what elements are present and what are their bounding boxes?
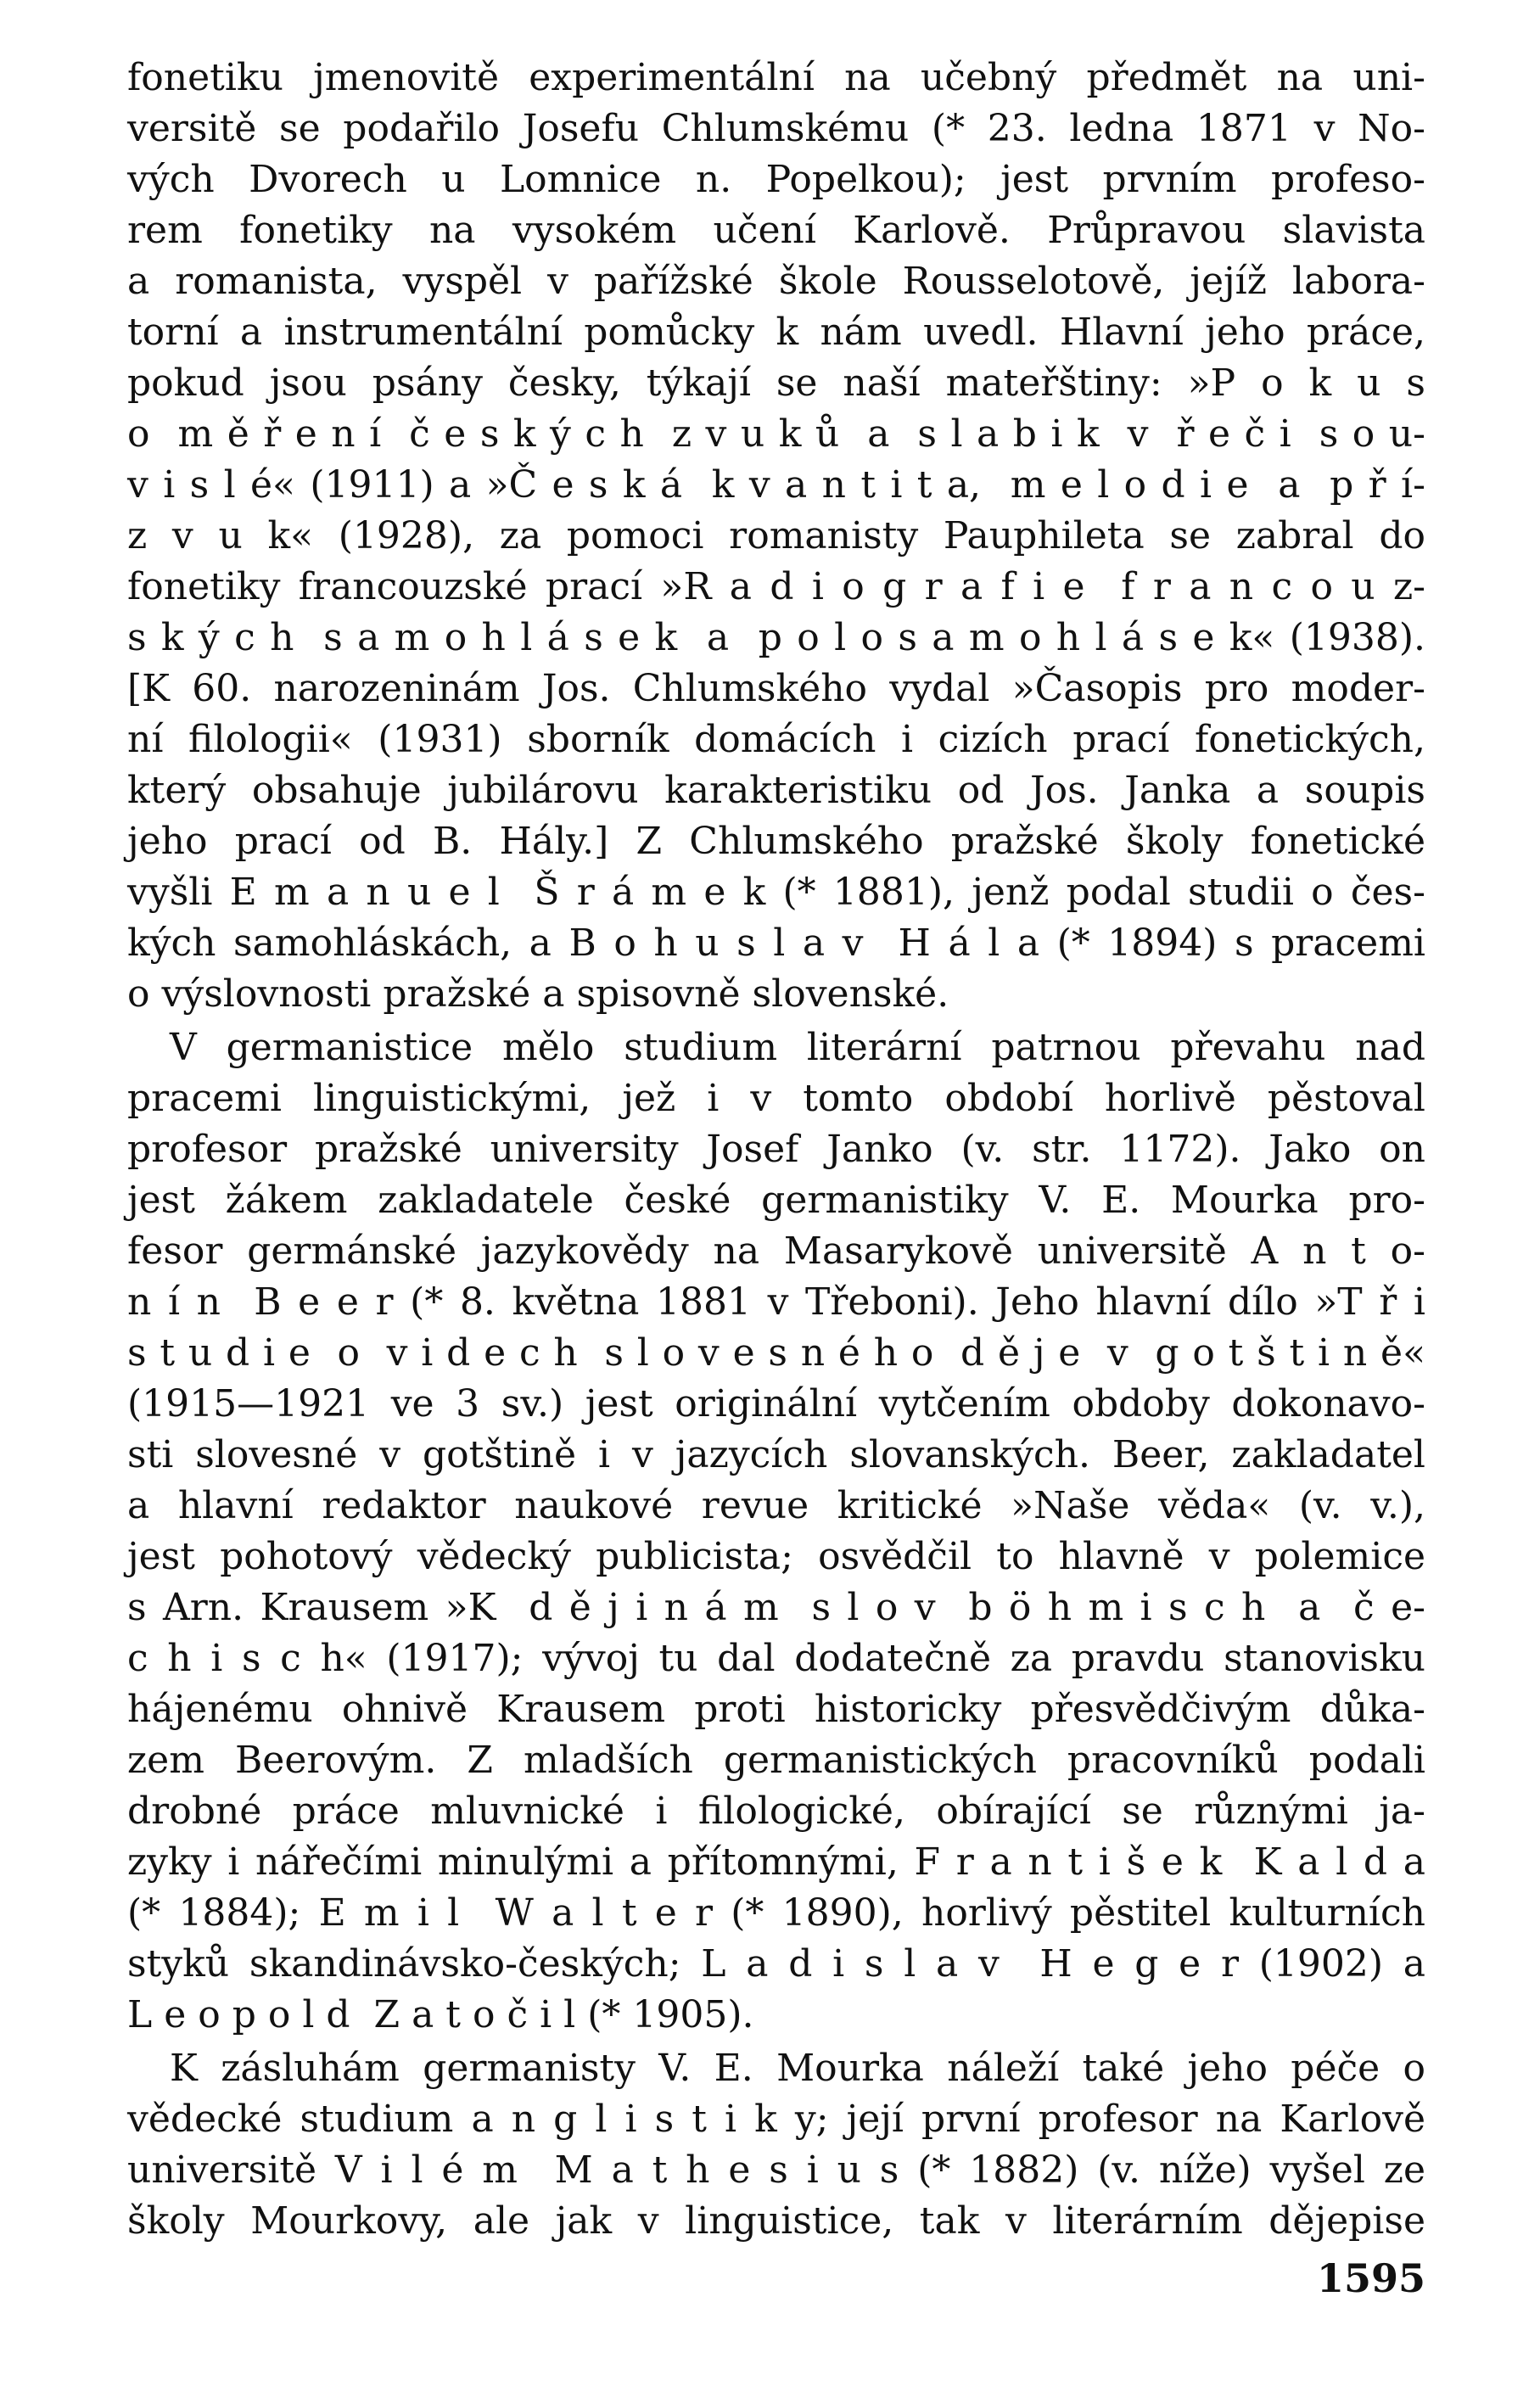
text-line: styků skandinávsko-českých; L a d i s l a v H e g e r (1902) a [127, 1942, 1425, 1986]
text-line: zem Beerovým. Z mladších germanistických pracovníků podali [127, 1739, 1425, 1782]
text-line: školy Mourkovy, ale jak v linguistice, tak v literárním dějepise [127, 2199, 1425, 2243]
text-line: o výslovnosti pražské a spisovně slovenské. [127, 972, 949, 1016]
text-line: (* 1884); E m i l W a l t e r (* 1890), horlivý pěstitel kulturních [127, 1891, 1425, 1935]
text-line: drobné práce mluvnické i filologické, obírající se různými ja- [127, 1790, 1425, 1833]
text-line: pokud jsou psány česky, týkají se naší mateřštiny: »P o k u s [127, 361, 1425, 405]
text-line: universitě V i l é m M a t h e s i u s (* 1882) (v. níže) vyšel ze [127, 2148, 1425, 2192]
text-line: který obsahuje jubilárovu karakteristiku od Jos. Janka a soupis [127, 769, 1425, 812]
text-line: fonetiky francouzské prací »R a d i o g r a f i e f r a n c o u z- [127, 565, 1425, 608]
text-line: hájenému ohnivě Krausem proti historicky přesvědčivým důka- [127, 1688, 1425, 1731]
text-line: n í n B e e r (* 8. května 1881 v Třeboni). Jeho hlavní dílo »T ř i [127, 1280, 1425, 1324]
text-line: a romanista, vyspěl v pařížské škole Rousselotově, jejíž labora- [127, 260, 1425, 303]
text-line: pracemi linguistickými, jež i v tomto období horlivě pěstoval [127, 1077, 1425, 1120]
text-line: vých Dvorech u Lomnice n. Popelkou); jest prvním profeso- [127, 158, 1425, 201]
page-number: 1595 [1316, 2255, 1425, 2301]
text-line: profesor pražské university Josef Janko (v. str. 1172). Jako on [127, 1128, 1425, 1171]
text-line: ní filologii« (1931) sborník domácích i cizích prací fonetických, [127, 718, 1425, 761]
text-line: zyky i nářečími minulými a přítomnými, F r a n t i š e k K a l d a [127, 1840, 1425, 1884]
text-line: s k ý c h s a m o h l á s e k a p o l o s a m o h l á s e k« (1938). [127, 616, 1425, 659]
text-line: c h i s c h« (1917); vývoj tu dal dodatečně za pravdu stanovisku [127, 1637, 1425, 1680]
paragraph-start-line: V germanistice mělo studium literární patrnou převahu nad [170, 1026, 1425, 1069]
text-line: versitě se podařilo Josefu Chlumskému (* 23. ledna 1871 v No- [127, 107, 1425, 150]
text-line: kých samohláskách, a B o h u s l a v H á l a (* 1894) s pracemi [127, 921, 1425, 965]
text-line: sti slovesné v gotštině i v jazycích slovanských. Beer, zakladatel [127, 1433, 1425, 1476]
text-line: [K 60. narozeninám Jos. Chlumského vydal »Časopis pro moder- [127, 667, 1425, 710]
text-line: a hlavní redaktor naukové revue kritické »Naše věda« (v. v.), [127, 1484, 1425, 1527]
text-line: z v u k« (1928), za pomoci romanisty Pauphileta se zabral do [127, 514, 1425, 557]
text-line: jest pohotový vědecký publicista; osvědčil to hlavně v polemice [127, 1535, 1425, 1578]
text-line: s Arn. Krausem »K d ě j i n á m s l o v b ö h m i s c h a č e- [127, 1586, 1425, 1629]
text-line: fonetiku jmenovitě experimentální na učebný předmět na uni- [127, 56, 1425, 99]
text-line: rem fonetiky na vysokém učení Karlově. Průpravou slavista [127, 209, 1425, 252]
text-line: (1915—1921 ve 3 sv.) jest originální vytčením obdoby dokonavo- [127, 1382, 1425, 1426]
text-line: v i s l é« (1911) a »Č e s k á k v a n t i t a, m e l o d i e a p ř í- [127, 463, 1425, 507]
text-line: L e o p o l d Z a t o č i l (* 1905). [127, 1993, 754, 2036]
text-line: jest žákem zakladatele české germanistiky V. E. Mourka pro- [127, 1179, 1425, 1222]
text-line: vyšli E m a n u e l Š r á m e k (* 1881), jenž podal studii o čes- [127, 871, 1425, 914]
text-line: fesor germánské jazykovědy na Masarykově universitě A n t o- [127, 1230, 1425, 1273]
text-line: vědecké studium a n g l i s t i k y; její první profesor na Karlově [127, 2098, 1425, 2141]
paragraph-start-line: K zásluhám germanisty V. E. Mourka náleží také jeho péče o [170, 2047, 1425, 2090]
text-line: s t u d i e o v i d e c h s l o v e s n é h o d ě j e v g o t š t i n ě« [127, 1331, 1425, 1375]
text-line: torní a instrumentální pomůcky k nám uvedl. Hlavní jeho práce, [127, 311, 1425, 354]
text-line: jeho prací od B. Hály.] Z Chlumského pražské školy fonetické [127, 820, 1425, 863]
text-line: o m ě ř e n í č e s k ý c h z v u k ů a s l a b i k v ř e č i s o u- [127, 412, 1425, 456]
